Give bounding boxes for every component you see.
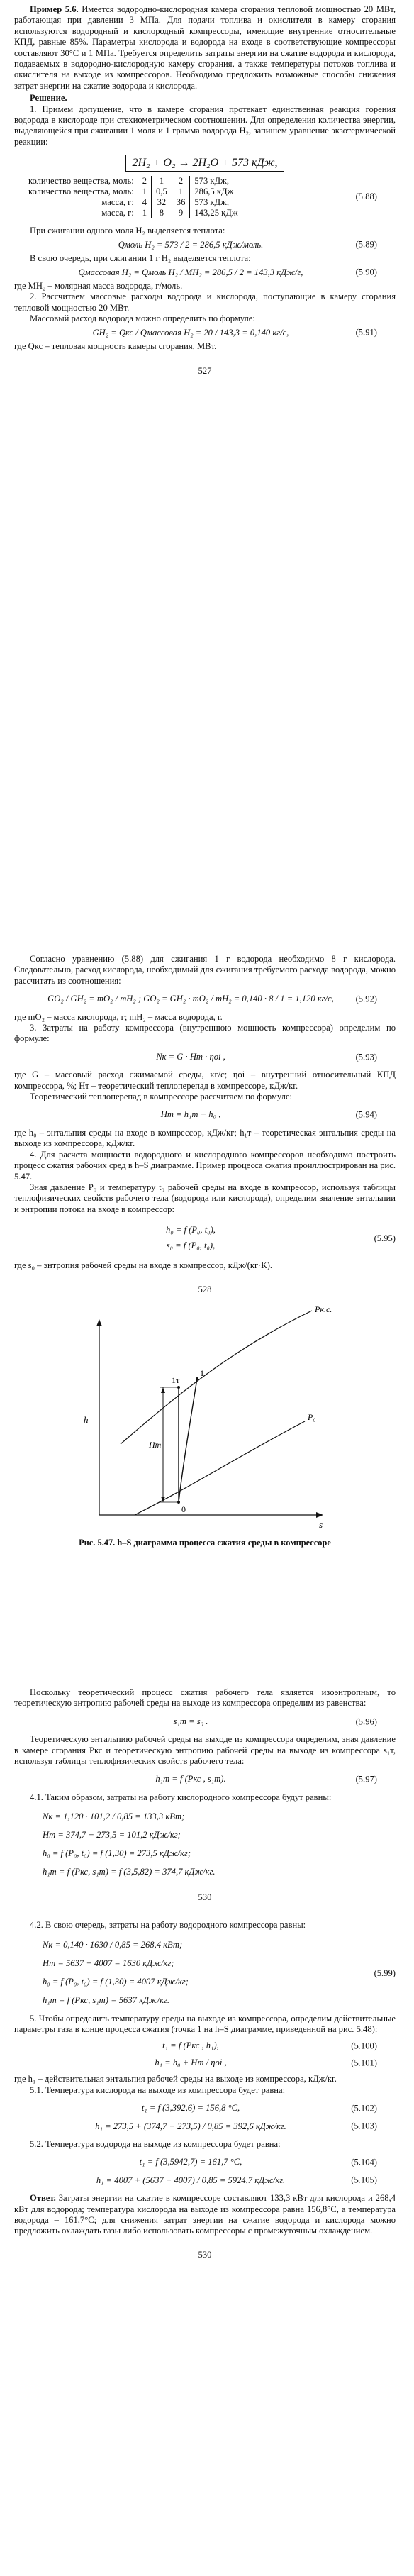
solution-label: Решение. (30, 93, 67, 104)
page-527 (0, 0, 414, 950)
step4-text: 4. Для расчета мощности водородного и кислородного компрессоров необходимо построить процесс сжатия рабочих сред в h–S диаграмме. Пример процесса сжатия проиллюстрирован на рис. 5.47. (14, 1149, 396, 1182)
text-h0: где h₀ – энтальпия среды на входе в компрессор, кДж/кг; h₁т – теоретическая энтальпия среды на выходе из компрессора, кДж/кг. (14, 1127, 396, 1149)
table-row: количество вещества, моль: 1 0,5 1 286,5 кДж (28, 187, 242, 197)
equation-number: (5.88) (355, 191, 377, 202)
equation-597: h₁т = f (Pкс , s₁т). (5.97) (155, 1774, 377, 1784)
h2-ht: Hт = 5637 − 4007 = 1630 кДж/кг; (43, 1958, 174, 1968)
o2-nk: Nк = 1,120 · 101,2 / 0,85 = 133,3 кВт; (43, 1811, 185, 1822)
equation-593: Nк = G · Hт · ηoi , (5.93) (156, 1051, 377, 1062)
text-isentropic: Поскольку теоретический процесс сжатия рабочего тела является изоэнтропным, то теоретическую энтропию рабочей среды на выходе из компрессора определим из равенства: (14, 1687, 396, 1709)
reaction-equation: 2H₂ + O₂ → 2H₂O + 573 кДж, (14, 155, 396, 172)
equation-589: Qмоль H₂ = 573 / 2 = 286,5 кДж/моль. (5.89) (118, 239, 377, 250)
text-41: 4.1. Таким образом, затраты на работу кислородного компрессора будут равны: (30, 1792, 332, 1802)
text-mh2: где MH₂ – молярная масса водорода, г/моль. (14, 280, 183, 291)
axis-label-s: s (319, 1519, 323, 1530)
label-pk: Pк.с. (315, 1304, 332, 1314)
figure-caption: Рис. 5.47. h–S диаграмма процесса сжатия среды в компрессоре (79, 1537, 331, 1548)
hs-diagram (14, 1302, 396, 1536)
h2-nk: Nк = 0,140 · 1630 / 0,85 = 268,4 кВт; (43, 1939, 183, 1950)
reaction-table (14, 176, 396, 218)
step5-text: 5. Чтобы определить температуру среды на выходе из компрессора, определим действительные параметры газа в конце процесса сжатия (точка 1 на h–S диаграмме, приведенной на рис. 5.48): (14, 2013, 396, 2035)
step1-text: 1. Примем допущение, что в камере сгорания протекает единственная реакция горения водорода в кислороде при стехиометрическом соотношении. Для определения количества энергии, выделяющейся при сжигании 1 моля и 1 грамма водорода H₂, запишем уравнение экзотермической реакции: (14, 104, 396, 147)
equation-594: Hт = h₁т − h₀ , (5.94) (160, 1109, 377, 1120)
equation-5105: h₁ = 4007 + (5637 − 4007) / 0,85 = 5924,7 кДж/кг. (5.105) (96, 2175, 377, 2185)
label-1: 1 (200, 1367, 204, 1378)
equation-595: h₀ = f (P₀, t₀), s₀ = f (P₀, t₀), (5.95) (166, 1225, 396, 1251)
text-s0: где s₀ – энтропия рабочей среды на входе в компрессор, кДж/(кг·К). (14, 1260, 273, 1271)
label-ht: Hт (149, 1439, 162, 1450)
answer-paragraph (14, 2193, 396, 2237)
equation-592: GO₂ / GH₂ = mO₂ / mH₂ ; GO₂ = GH₂ · mO₂ / mH₂ = 0,140 · 8 / 1 = 1,120 кг/с, (5.92) (47, 994, 377, 1004)
text-52: 5.2. Температура водорода на выходе из компрессора будет равна: (30, 2138, 281, 2149)
text-g: где G – массовый расход сжимаемой среды, кг/с; ηoi – внутренний относительный КПД компрессора, %; Hт – теоретический теплоперепад в компрессоре, кДж/кг. (14, 1070, 396, 1091)
answer-label: Ответ. (30, 2193, 56, 2204)
page-number: 530 (198, 1892, 212, 1903)
o2-calculations (14, 1807, 396, 1881)
equation-5100: t₁ = f (Pкс , h₁), (5.100) (162, 2041, 377, 2051)
text-p0: Зная давление P₀ и температуру t₀ рабочей среды на входе в компрессор, используя таблицы теплофизических свойств рабочего тела (водорода или кислорода), определим значение энтальпии и энтропии потока на входе в компрессор: (14, 1182, 396, 1214)
text-enthalpy: Теоретическую энтальпию рабочей среды на выходе из компрессора определим, зная давление в камере сгорания Pкс и теоретическую энтропию рабочей среды на выходе из компрессора s₁т, используя таблицы теплофизических свойств рабочего тела: (14, 1734, 396, 1767)
text-o2-ratio: Согласно уравнению (5.88) для сжигания 1 г водорода необходимо 8 г кислорода. Следовательно, расход кислорода, необходимый для сжигания требуемого расхода водорода, можно рассчитать из соотношения: (14, 954, 396, 986)
page-528 (0, 954, 414, 1663)
label-p0: P₀ (308, 1411, 316, 1422)
h2-h1: h₁т = f (Pкс, s₁т) = 5637 кДж/кг. (43, 1994, 169, 2005)
text-mol: При сжигании одного моля H₂ выделяется теплота: (30, 226, 225, 236)
equation-590: Qмассовая H₂ = Qмоль H₂ / MH₂ = 286,5 / 2 = 143,3 кДж/г, (5.90) (78, 267, 377, 277)
text-51: 5.1. Температура кислорода на выходе из компрессора будет равна: (30, 2084, 286, 2095)
h2-calculations (14, 1936, 396, 2009)
label-1t: 1т (172, 1375, 180, 1385)
label-0: 0 (181, 1504, 186, 1514)
example-paragraph (14, 4, 396, 91)
hs-diagram-figure (14, 1302, 396, 1536)
o2-h1: h₁т = f (Pкс, s₁т) = f (3,5,82) = 374,7 кДж/кг. (43, 1867, 216, 1877)
equation-596: s₁т = s₀ . (5.96) (173, 1716, 377, 1726)
example-text: Имеется водородно-кислородная камера сгорания тепловой мощностью 20 МВт, работающая при давлении 3 МПа. Для подачи топлива и окислителя в камеру сгорания используются водородный и кислородный компрессоры, имеющие внутренние относительные КПД, равные 85%. Параметры кислорода и водорода на входе в соответствующие компрессоры составляют 30°С и 1 МПа. Требуется определить затраты энергии на сжатие водорода и кислорода, подаваемых в водородно-кислородную камеру сгорания, а также температуры потоков топлива и окислителя на выходе из компрессоров. Необходимо предложить возможные способы снижения затрат энергии на сжатие водорода и кислорода. (14, 4, 396, 91)
text-mass: Массовый расход водорода можно определить по формуле: (30, 313, 255, 324)
equation-591: GH₂ = Qкс / Qмассовая H₂ = 20 / 143,3 = 0,140 кг/с, (5.91) (92, 327, 377, 338)
page-529-530 (0, 1663, 414, 2576)
o2-ht: Hт = 374,7 − 273,5 = 101,2 кДж/кг; (43, 1830, 181, 1841)
equation-5104: t₁ = f (3,5942,7) = 161,7 °С, (5.104) (139, 2157, 377, 2167)
example-label: Пример 5.6. (30, 4, 79, 14)
step3-text: 3. Затраты на работу компрессора (внутреннюю мощность компрессора) определим по формуле: (14, 1023, 396, 1044)
h2-h0: h₀ = f (P₀, t₀) = f (1,30) = 4007 кДж/кг; (43, 1976, 189, 1987)
table-row: масса, г: 1 8 9 143,25 кДж (28, 208, 242, 218)
o2-h0: h₀ = f (P₀, t₀) = f (1,30) = 273,5 кДж/кг; (43, 1848, 191, 1859)
text-qkc: где Qкс – тепловая мощность камеры сгорания, МВт. (14, 340, 217, 351)
axis-label-h: h (84, 1414, 89, 1425)
equation-number: (5.99) (374, 1967, 396, 1978)
text-m: где mO₂ – масса кислорода, г; mH₂ – масса водорода, г. (14, 1011, 223, 1022)
page-number: 530 (198, 2249, 212, 2260)
text-ht: Теоретический теплоперепад в компрессоре рассчитаем по формуле: (30, 1092, 293, 1102)
page-number: 527 (198, 366, 212, 377)
answer-text: Затраты энергии на сжатие в компрессоре составляют 133,3 кВт для кислорода и 268,4 кВт для водорода; температура кислорода на выходе из компрессора равна 156,8°С, а температура водорода – 161,7°С; для снижения затрат энергии на сжатие водорода и кислорода можно предложить охлаждать газы либо использовать компрессоры с промежуточным охлаждением. (14, 2193, 396, 2236)
page-number: 528 (198, 1284, 212, 1294)
equation-5103: h₁ = 273,5 + (374,7 − 273,5) / 0,85 = 392,6 кДж/кг. (5.103) (95, 2121, 377, 2131)
equation-5102: t₁ = f (3,392,6) = 156,8 °С, (5.102) (141, 2103, 377, 2114)
text-gram: В свою очередь, при сжигании 1 г H₂ выделяется теплота: (30, 253, 251, 264)
text-42: 4.2. В свою очередь, затраты на работу водородного компрессора равны: (30, 1920, 306, 1931)
table-row: масса, г: 4 32 36 573 кДж, (28, 197, 242, 208)
step2-text: 2. Рассчитаем массовые расходы водорода и кислорода, поступающие в камеру сгорания тепловой мощностью 20 МВт. (14, 292, 396, 313)
text-h1: где h₁ – действительная энтальпия рабочей среды на выходе из компрессора, кДж/кг. (14, 2074, 337, 2084)
table-row: количество вещества, моль: 2 1 2 573 кДж, (28, 176, 242, 187)
equation-5101: h₁ = h₀ + Hт / ηoi , (5.101) (155, 2057, 377, 2067)
